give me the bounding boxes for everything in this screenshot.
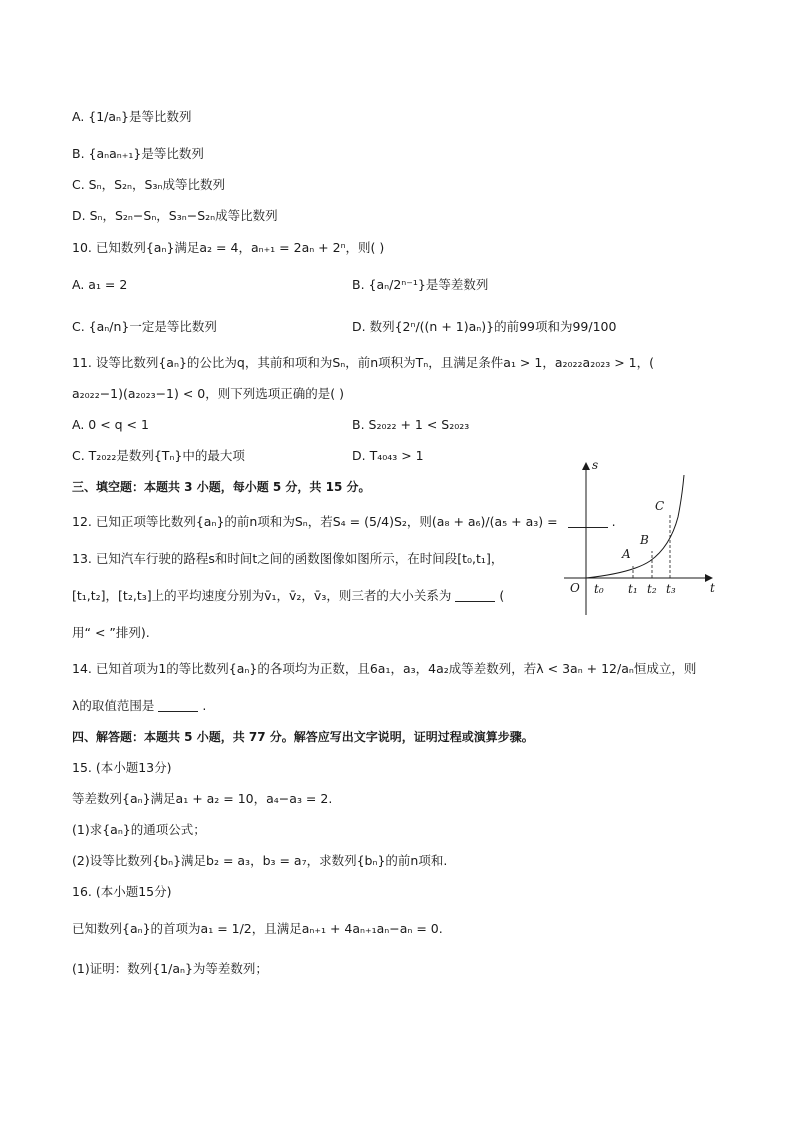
origin-label: O <box>570 581 580 595</box>
q15-title: 15. (本小题13分) <box>72 760 172 775</box>
point-c-label: C <box>655 499 665 513</box>
q14-line2-text: λ的取值范围是 <box>72 698 155 713</box>
section-4-heading: 四、解答题：本题共 5 小题，共 77 分。解答应写出文字说明，证明过程或演算步骤。 <box>72 730 534 744</box>
q10-stem: 10. 已知数列{aₙ}满足a₂ = 4，aₙ₊₁ = 2aₙ + 2ⁿ，则( ) <box>72 240 385 255</box>
q10-option-c: C. {aₙ/n}一定是等比数列 <box>72 319 217 334</box>
q11-stem-line2: a₂₀₂₂−1)(a₂₀₂₃−1) < 0，则下列选项正确的是( ) <box>72 386 344 401</box>
q11-option-d: D. T₄₀₄₃ > 1 <box>352 448 424 463</box>
section-3-heading: 三、填空题：本题共 3 小题，每小题 5 分，共 15 分。 <box>72 480 371 494</box>
q11-stem-line1: 11. 设等比数列{aₙ}的公比为q，其前和项和为Sₙ，前n项积为Tₙ，且满足条件a₁ > 1，a₂₀₂₂a₂₀₂₃ > 1，( <box>72 355 654 370</box>
q9-option-a: A. {1/aₙ}是等比数列 <box>72 109 192 124</box>
q10-option-d: D. 数列{2ⁿ/((n + 1)aₙ)}的前99项和为99/100 <box>352 319 617 334</box>
q16-stem: 已知数列{aₙ}的首项为a₁ = 1/2，且满足aₙ₊₁ + 4aₙ₊₁aₙ−aₙ = 0. <box>72 921 443 936</box>
q12-period: . <box>611 514 616 529</box>
q16-part1: (1)证明：数列{1/aₙ}为等差数列； <box>72 961 268 976</box>
q15-part2: (2)设等比数列{bₙ}满足b₂ = a₃，b₃ = a₇，求数列{bₙ}的前n项和. <box>72 853 448 868</box>
tick-t3: t₃ <box>666 582 676 596</box>
t-axis-label: t <box>710 581 715 595</box>
q9-option-d: D. Sₙ，S₂ₙ−Sₙ，S₃ₙ−S₂ₙ成等比数列 <box>72 208 278 223</box>
q12-text: 12. 已知正项等比数列{aₙ}的前n项和为Sₙ，若S₄ = (5/4)S₂，则(a₈ + a₆)/(a₅ + a₃) = <box>72 514 558 529</box>
q12-stem <box>72 513 616 531</box>
q11-option-b: B. S₂₀₂₂ + 1 < S₂₀₂₃ <box>352 417 470 432</box>
q13-line2 <box>72 587 504 605</box>
q15-stem: 等差数列{aₙ}满足a₁ + a₂ = 10，a₄−a₃ = 2. <box>72 791 333 806</box>
q10-option-a: A. a₁ = 2 <box>72 277 128 292</box>
q9-option-c: C. Sₙ，S₂ₙ，S₃ₙ成等比数列 <box>72 177 225 192</box>
q11-option-c: C. T₂₀₂₂是数列{Tₙ}中的最大项 <box>72 448 245 463</box>
q14-line1: 14. 已知首项为1的等比数列{aₙ}的各项均为正数，且6a₁，a₃，4a₂成等差数列，若λ < 3aₙ + 12/aₙ恒成立，则 <box>72 661 697 676</box>
s-axis-label: s <box>592 458 599 472</box>
q11-option-a: A. 0 < q < 1 <box>72 417 149 432</box>
distance-curve <box>586 475 684 578</box>
q13-answer-blank[interactable] <box>455 589 495 602</box>
point-b-label: B <box>640 533 649 547</box>
q13-line3: 用“ < ”排列). <box>72 625 150 640</box>
q13-line2-text: [t₁,t₂]，[t₂,t₃]上的平均速度分别为v̄₁，v̄₂，v̄₃，则三者的大小关系为 <box>72 588 452 603</box>
tick-t0: t₀ <box>594 582 604 596</box>
q15-part1: (1)求{aₙ}的通项公式； <box>72 822 206 837</box>
tick-t2: t₂ <box>647 582 657 596</box>
distance-time-figure <box>560 455 720 620</box>
q14-answer-blank[interactable] <box>158 699 198 712</box>
q9-option-b: B. {aₙaₙ₊₁}是等比数列 <box>72 146 204 161</box>
q10-option-b: B. {aₙ/2ⁿ⁻¹}是等差数列 <box>352 277 489 292</box>
distance-time-graph <box>560 455 720 620</box>
tick-t1: t₁ <box>628 582 638 596</box>
point-a-label: A <box>622 547 631 561</box>
q13-line2-paren: ( <box>499 588 505 603</box>
q16-title: 16. (本小题15分) <box>72 884 172 899</box>
q13-line1: 13. 已知汽车行驶的路程s和时间t之间的函数图像如图所示，在时间段[t₀,t₁]， <box>72 551 504 566</box>
q14-line2 <box>72 697 206 715</box>
q14-period: . <box>202 698 207 713</box>
